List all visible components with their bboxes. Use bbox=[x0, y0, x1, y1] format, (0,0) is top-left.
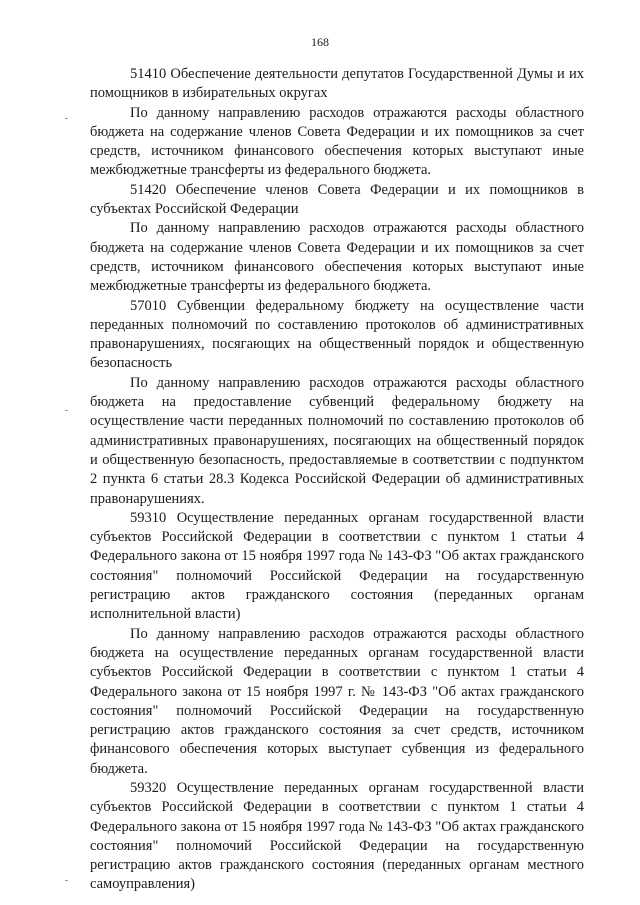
paragraph-59310-description: По данному направлению расходов отражаются расходы областного бюджета на осуществление переданных органам государственной власти субъектов Российской Федерации в соответствии с пунктом 1 статьи 4 Федерального закона от 15 ноября 1997 г. № 143-ФЗ "Об актах гражданского состояния" полномочий Российской Федерации на государственную регистрацию актов гражданского состояния за счет средств, источником финансового обеспечения которых выступает субвенция из федерального бюджета. bbox=[90, 625, 584, 777]
paragraph-51420-description: По данному направлению расходов отражаются расходы областного бюджета на содержание членов Совета Федерации и их помощников за счет средств, источником финансового обеспечения которых выступают иные межбюджетные трансферты из федерального бюджета. bbox=[90, 220, 584, 295]
paragraph-51410-description: По данному направлению расходов отражаются расходы областного бюджета на содержание членов Совета Федерации и их помощников за счет средств, источником финансового обеспечения которых выступают иные межбюджетные трансферты из федерального бюджета. bbox=[90, 104, 584, 179]
paragraph-51420-heading: 51420 Обеспечение членов Совета Федерации и их помощников в субъектах Российской Федерации bbox=[90, 181, 584, 218]
paragraph-59310-heading: 59310 Осуществление переданных органам государственной власти субъектов Российской Федерации в соответствии с пунктом 1 статьи 4 Федерального закона от 15 ноября 1997 года № 143-ФЗ "Об актах гражданского состояния" полномочий Российской Федерации на государственную регистрацию актов гражданского состояния (переданных органам исполнительной власти) bbox=[90, 509, 584, 623]
document-body bbox=[90, 65, 584, 895]
margin-mark bbox=[65, 880, 68, 881]
page-number: 168 bbox=[311, 35, 329, 49]
paragraph-57010-heading: 57010 Субвенции федеральному бюджету на осуществление части переданных полномочий по составлению протоколов об административных правонарушениях, посягающих на общественный порядок и общественную безопасность bbox=[90, 297, 584, 372]
paragraph-51410-heading: 51410 Обеспечение деятельности депутатов Государственной Думы и их помощников в избирательных округах bbox=[90, 66, 584, 102]
paragraph-57010-description: По данному направлению расходов отражаются расходы областного бюджета на предоставление субвенций федеральному бюджету на осуществление части переданных полномочий по составлению протоколов об административных правонарушениях, посягающих на общественный порядок и общественную безопасность, предоставляемые в соответствии с подпунктом 2 пункта 6 статьи 28.3 Кодекса Российской Федерации об административных правонарушениях. bbox=[90, 374, 584, 507]
paragraph-59320-heading: 59320 Осуществление переданных органам государственной власти субъектов Российской Федерации в соответствии с пунктом 1 статьи 4 Федерального закона от 15 ноября 1997 года № 143-ФЗ "Об актах гражданского состояния" полномочий Российской Федерации на государственную регистрацию актов гражданского состояния (переданных органам местного самоуправления) bbox=[90, 779, 584, 893]
margin-mark bbox=[65, 118, 68, 119]
margin-mark bbox=[65, 410, 68, 411]
